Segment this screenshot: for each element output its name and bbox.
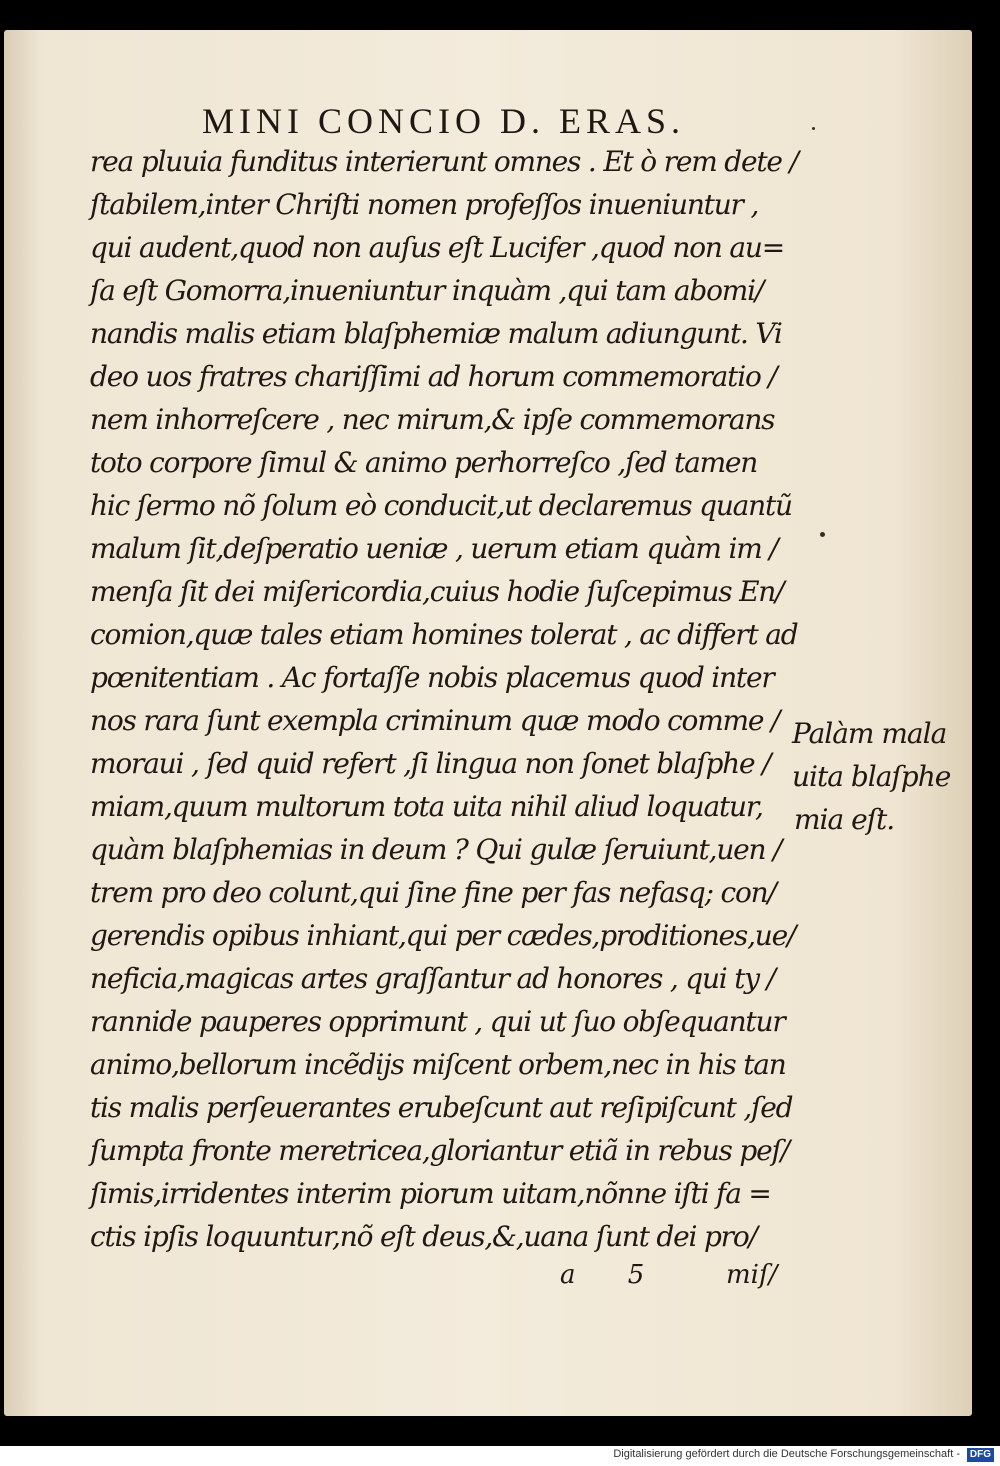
catchword: miſ/ [726, 1260, 778, 1290]
book-page [4, 30, 972, 1416]
footer-credit: Digitalisierung gefördert durch die Deutsche Forschungsgemeinschaft - [613, 1448, 960, 1460]
text-line: qui audent,quod non auſus eſt Lucifer ,quod non au= [90, 231, 784, 264]
marginal-note-line: uita blaſphe [792, 760, 951, 793]
text-line: miam,quum multorum tota uita nihil aliud loquatur, [90, 790, 763, 823]
text-line: ſtabilem,inter Chriſti nomen profeſſos inueniuntur , [90, 188, 759, 221]
text-line: nos rara ſunt exempla criminum quæ modo comme / [90, 704, 780, 737]
text-line: menſa ſit dei miſericordia,cuius hodie ſuſcepimus En/ [90, 575, 784, 608]
text-line: nandis malis etiam blaſphemiæ malum adiungunt. Vi [90, 317, 782, 350]
marginal-note-line: Palàm mala [792, 717, 947, 750]
text-line: ſumpta fronte meretricea,gloriantur etiã in rebus peſ/ [90, 1134, 789, 1167]
text-line: animo,bellorum incẽdijs miſcent orbem,nec in his tan [90, 1048, 786, 1081]
text-line: neficia,magicas artes graſſantur ad honores , qui ty / [90, 962, 775, 995]
signature-mark: a 5 [560, 1260, 667, 1290]
ink-speck [820, 532, 825, 537]
text-line: rea pluuia funditus interierunt omnes . Et ò rem dete / [90, 145, 798, 178]
text-line: ctis ipſis loquuntur,nõ eſt deus,&,uana ſunt dei pro/ [90, 1220, 757, 1253]
text-line: comion,quæ tales etiam homines tolerat , ac differt ad [90, 618, 798, 651]
text-line: malum ſit,deſperatio ueniæ , uerum etiam quàm im / [90, 532, 778, 565]
text-line: hic ſermo nõ ſolum eò conducit,ut declaremus quantũ [90, 489, 792, 522]
text-line: gerendis opibus inhiant,qui per cædes,proditiones,ue/ [90, 919, 796, 952]
text-line: rannide pauperes opprimunt , qui ut ſuo obſequantur [90, 1005, 785, 1038]
marginal-note-line: mia eſt. [794, 803, 895, 836]
text-line: toto corpore ſimul & animo perhorreſco ,ſed tamen [90, 446, 758, 479]
dfg-logo: DFG [967, 1448, 994, 1462]
text-line: ſa eſt Gomorra,inueniuntur inquàm ,qui tam abomi/ [90, 274, 764, 307]
text-line: nem inhorreſcere , nec mirum,& ipſe commemorans [90, 403, 775, 436]
text-line: quàm blaſphemias in deum ? Qui gulæ ſeruiunt,uen / [90, 833, 782, 866]
text-line: moraui , ſed quid refert ,ſi lingua non ſonet blaſphe / [90, 747, 771, 780]
text-line: ſimis,irridentes interim piorum uitam,nõnne iſti fa = [90, 1177, 771, 1210]
text-line: tis malis perſeuerantes erubeſcunt aut reſipiſcunt ,ſed [90, 1091, 793, 1124]
ink-speck [812, 127, 815, 130]
text-line: pœnitentiam . Ac fortaſſe nobis placemus quod inter [90, 661, 774, 694]
text-line: deo uos fratres chariſſimi ad horum commemoratio / [90, 360, 777, 393]
running-head: MINI CONCIO D. ERAS. [202, 101, 686, 141]
text-line: trem pro deo colunt,qui ſine fine per fas nefasq; con/ [90, 876, 776, 909]
